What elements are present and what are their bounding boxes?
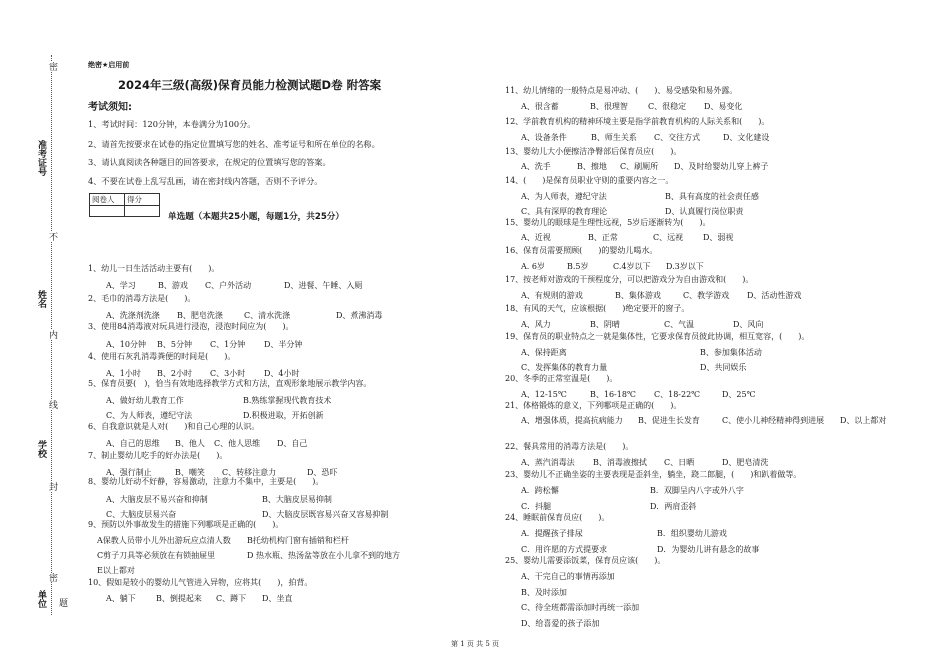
question-text: 4、使用石灰乳消毒粪便的时间是( )。 xyxy=(88,352,236,361)
answer-option: B、擦地 xyxy=(577,162,607,171)
answer-option: B、及时添加 xyxy=(521,588,567,597)
page-title: 2024年三级(高级)保育员能力检测试题D卷 附答案 xyxy=(118,78,382,92)
answer-option: D．为婴幼儿讲有悬念的故事 xyxy=(657,545,760,554)
answer-option: A、干完自己的事情再添加 xyxy=(521,572,615,581)
answer-option: C、交往方式 xyxy=(654,133,701,142)
answer-option: B托幼机构门窗有插销和栏杆 xyxy=(247,536,349,545)
score-input-cell[interactable] xyxy=(125,206,160,217)
answer-option: B、正常 xyxy=(588,233,618,242)
answer-option: A保教人员带小儿外出游玩应点清人数 xyxy=(97,536,231,545)
question-text: 12、学前教育机构的精神环境主要是指学前教育机构的人际关系和( )。 xyxy=(505,117,770,126)
answer-option: B.5岁 xyxy=(567,262,589,271)
answer-option: B、具有高度的社会责任感 xyxy=(665,192,759,201)
answer-option: C剪子刀具等必须放在有锁抽屉里 xyxy=(97,551,216,560)
answer-option: D、及时给婴幼儿穿上裤子 xyxy=(674,162,769,171)
answer-option: A、强行制止 xyxy=(106,468,152,477)
question-text: 25、婴幼儿需要添饭菜，保育员应该( )。 xyxy=(505,556,666,565)
answer-option: B．组织婴幼儿游戏 xyxy=(657,529,727,538)
answer-option: D、共同娱乐 xyxy=(700,363,747,372)
question-text: 21、体格锻炼的意义，下列哪项是正确的( )。 xyxy=(505,401,682,410)
answer-option: D 热水瓶、热汤盆等放在小儿拿不到的地方 xyxy=(247,551,400,560)
question-text: 5、保育员要( )，恰当有效地选择教学方式和方法，直观形象地展示教学内容。 xyxy=(88,379,372,388)
answer-option: B、集体游戏 xyxy=(615,291,661,300)
seal-char: 线 xyxy=(47,400,57,409)
answer-option: B、大脑皮层易抑制 xyxy=(262,495,332,504)
answer-option: C、18-22℃ xyxy=(654,390,701,399)
answer-option: C、他人思维 xyxy=(214,439,261,448)
answer-option: C、具有深厚的教育理论 xyxy=(521,207,608,216)
section-heading: 单选题（本题共25小题，每题1分，共25分） xyxy=(168,212,344,222)
answer-option: C、户外活动 xyxy=(205,281,252,290)
question-text: 17、按老师对游戏的干预程度分，可以把游戏分为自由游戏和( )。 xyxy=(505,275,754,284)
answer-option: D、风向 xyxy=(733,320,764,329)
answer-option: A、洗涤剂洗涤 xyxy=(106,311,160,320)
answer-option: D、进餐、午睡、入厕 xyxy=(284,281,363,290)
answer-option: C、发挥集体的教育力量 xyxy=(521,363,608,372)
question-text: 8、婴幼儿好动不好静，容易激动，注意力不集中，主要是( )。 xyxy=(88,477,324,486)
answer-option: D、4小时 xyxy=(264,369,300,378)
question-text: 9、预防以外事故发生的措施下列哪项是正确的( )。 xyxy=(88,520,284,529)
question-text: 15、婴幼儿的眼球是生理性远视，5岁后逐渐转为( )。 xyxy=(505,218,711,227)
question-text: 13、婴幼儿大小便擦洁净臀部后保育员应( )。 xyxy=(505,147,682,156)
answer-option: C、教学游戏 xyxy=(683,291,730,300)
answer-option: A. 6岁 xyxy=(521,262,545,271)
question-text: 1、幼儿一日生活活动主要有( )。 xyxy=(88,264,220,273)
question-text: 19、保育员的职业特点之一就是集体性，它要求保育员彼此协调，相互宽容，( )。 xyxy=(505,332,810,341)
notice-item: 1、考试时间：120分钟，本卷满分为100分。 xyxy=(88,119,256,129)
answer-option: C、3小时 xyxy=(210,369,246,378)
answer-option: A、大脑皮层不易兴奋和抑制 xyxy=(106,495,208,504)
answer-option: C、气温 xyxy=(664,320,695,329)
reviewer-input-cell[interactable] xyxy=(90,206,125,217)
answer-option: A、为人师表，遵纪守法 xyxy=(521,192,607,201)
answer-option: D、认真履行岗位职责 xyxy=(665,207,744,216)
answer-option: D.3岁以下 xyxy=(666,262,704,271)
answer-option: D、弱视 xyxy=(703,233,734,242)
answer-option: A、蒸汽消毒法 xyxy=(521,458,575,467)
answer-option: B、参加集体活动 xyxy=(700,348,762,357)
answer-option: A、风力 xyxy=(521,320,551,329)
answer-option: C．抖腿 xyxy=(521,502,552,511)
question-text: 18、有风的天气，应该根据( )绝定要开的窗子。 xyxy=(505,304,690,313)
answer-option: A、有规则的游戏 xyxy=(521,291,583,300)
seal-char: 封 xyxy=(47,482,57,491)
school-label: 学校 xyxy=(36,440,46,458)
seal-char: 密 xyxy=(47,62,57,71)
answer-option: D、半分钟 xyxy=(264,340,303,349)
answer-option: A、10分钟 xyxy=(106,340,146,349)
answer-option: C、待全班都需添加时再统一添加 xyxy=(521,603,640,612)
exam-id-label: 准考证号 xyxy=(36,140,46,176)
answer-option: C、清水洗涤 xyxy=(244,311,291,320)
question-text: 23、婴幼儿不正确坐姿的主要表现是歪斜坐，躺坐，跷二郎腿，( )和趴着做等。 xyxy=(505,470,802,479)
answer-option: A、洗手 xyxy=(521,162,551,171)
answer-option: A、增强体质，提高抗病能力 xyxy=(521,416,623,425)
answer-option: B、游戏 xyxy=(158,281,188,290)
answer-option: D、肥皂清洗 xyxy=(722,458,769,467)
answer-option: D.积极进取，开拓创新 xyxy=(243,411,324,420)
question-text: 7、制止婴幼儿吃手的好办法是( )。 xyxy=(88,451,228,460)
answer-option: B、很理智 xyxy=(590,102,628,111)
question-text: 16、保育员需要照顾( )的婴幼儿喝水。 xyxy=(505,246,658,255)
question-text: 11、幼儿情绪的一般特点是易冲动、( )、易受感染和易外露。 xyxy=(505,86,738,95)
answer-option: C．用许愿的方式提要求 xyxy=(521,545,608,554)
notice-item: 4、不要在试卷上乱写乱画，请在密封线内答题，否则不予评分。 xyxy=(88,176,323,186)
answer-option: D．两肩歪斜 xyxy=(650,502,697,511)
seal-char: 内 xyxy=(47,330,57,339)
answer-option: B、16-18℃ xyxy=(590,390,636,399)
answer-option: D、自己 xyxy=(277,439,308,448)
answer-option: A、1小时 xyxy=(106,369,141,378)
answer-option: B、嘲笑 xyxy=(175,468,205,477)
answer-option: D、坐直 xyxy=(262,594,293,603)
answer-option: B.熟练掌握现代教育技术 xyxy=(243,396,332,405)
answer-option: C、转移注意力 xyxy=(222,468,277,477)
answer-option: D、给喜爱的孩子添加 xyxy=(521,619,600,628)
answer-option: D、易变化 xyxy=(704,102,743,111)
answer-option: B、阴晴 xyxy=(590,320,620,329)
answer-option: C、日晒 xyxy=(664,458,695,467)
answer-option: C、蹲下 xyxy=(216,594,247,603)
answer-option: B、5分钟 xyxy=(157,340,192,349)
answer-option: A．跨松懈 xyxy=(521,486,559,495)
answer-option: B、消毒液擦拭 xyxy=(593,458,647,467)
answer-option: D、以上都对 xyxy=(840,416,887,425)
seal-char: 题 xyxy=(57,598,67,607)
answer-option: C、很稳定 xyxy=(648,102,687,111)
answer-option: A、设备条件 xyxy=(521,133,567,142)
notice-heading: 考试须知: xyxy=(88,102,132,113)
score-cell: 得分 xyxy=(125,194,160,206)
seal-char: 不 xyxy=(47,232,57,241)
answer-option: D、25℃ xyxy=(722,390,756,399)
answer-option: B、倒提起来 xyxy=(156,594,202,603)
answer-option: B．双脚呈内八字或外八字 xyxy=(650,486,744,495)
answer-option: A、近视 xyxy=(521,233,551,242)
answer-option: B、促进生长发育 xyxy=(638,416,700,425)
answer-option: C、1分钟 xyxy=(210,340,246,349)
answer-option: A、躺下 xyxy=(106,594,136,603)
answer-option: A、学习 xyxy=(106,281,136,290)
answer-option: B、2小时 xyxy=(157,369,192,378)
answer-option: A、保持距离 xyxy=(521,348,567,357)
reviewer-cell: 阅卷人 xyxy=(90,194,125,206)
answer-option: D、大脑皮层既容易兴奋又容易抑制 xyxy=(262,510,389,519)
page-footer: 第 1 页 共 5 页 xyxy=(450,640,500,648)
question-text: 14、( )是保育员职业守则的重要内容之一。 xyxy=(505,176,674,185)
answer-option: B、师生关系 xyxy=(591,133,637,142)
question-text: 6、自我意识就是人对( )和自己心理的认识。 xyxy=(88,422,260,431)
answer-option: A．提醒孩子排尿 xyxy=(521,529,583,538)
answer-option: D、活动性游戏 xyxy=(747,291,802,300)
question-text: 22、餐具常用的消毒方法是( )。 xyxy=(505,442,634,451)
confidential-stamp: 绝密★启用前 xyxy=(88,61,130,69)
answer-option: E以上都对 xyxy=(97,566,135,575)
answer-option: D、恐吓 xyxy=(307,468,338,477)
seal-char: 密 xyxy=(47,573,57,582)
answer-option: C、为人师表，遵纪守法 xyxy=(106,411,193,420)
name-label: 姓名 xyxy=(36,290,46,308)
answer-option: B、他人 xyxy=(175,439,205,448)
answer-option: C、使小儿神经精神得到进展 xyxy=(722,416,825,425)
answer-option: C、刷厕所 xyxy=(620,162,659,171)
question-text: 10、假如是较小的婴幼儿气管进入异物，应将其( )，拍背。 xyxy=(88,578,313,587)
answer-option: D、煮沸消毒 xyxy=(336,311,383,320)
answer-option: C、大脑皮层易兴奋 xyxy=(106,510,177,519)
unit-label: 单位 xyxy=(36,590,46,608)
question-text: 3、使用84消毒液对玩具进行浸泡，浸泡时间应为( )。 xyxy=(88,322,294,331)
question-text: 2、毛巾的消毒方法是( )。 xyxy=(88,294,196,303)
answer-option: A、很含蓄 xyxy=(521,102,559,111)
notice-item: 3、请认真阅读各种题目的回答要求，在规定的位置填写您的答案。 xyxy=(88,157,331,167)
answer-option: D、文化建设 xyxy=(723,133,770,142)
score-table xyxy=(89,193,160,217)
notice-item: 2、请首先按要求在试卷的指定位置填写您的姓名、准考证号和所在单位的名称。 xyxy=(88,139,380,149)
question-text: 20、冬季的正常室温是( )。 xyxy=(505,374,618,383)
question-text: 24、睡眠前保育员应( )。 xyxy=(505,513,610,522)
answer-option: B、肥皂洗涤 xyxy=(177,311,223,320)
answer-option: A、12-15℃ xyxy=(521,390,567,399)
answer-option: C、远视 xyxy=(653,233,684,242)
answer-option: A、做好幼儿教育工作 xyxy=(106,396,184,405)
answer-option: C.4岁以下 xyxy=(613,262,651,271)
answer-option: A、自己的思维 xyxy=(106,439,160,448)
